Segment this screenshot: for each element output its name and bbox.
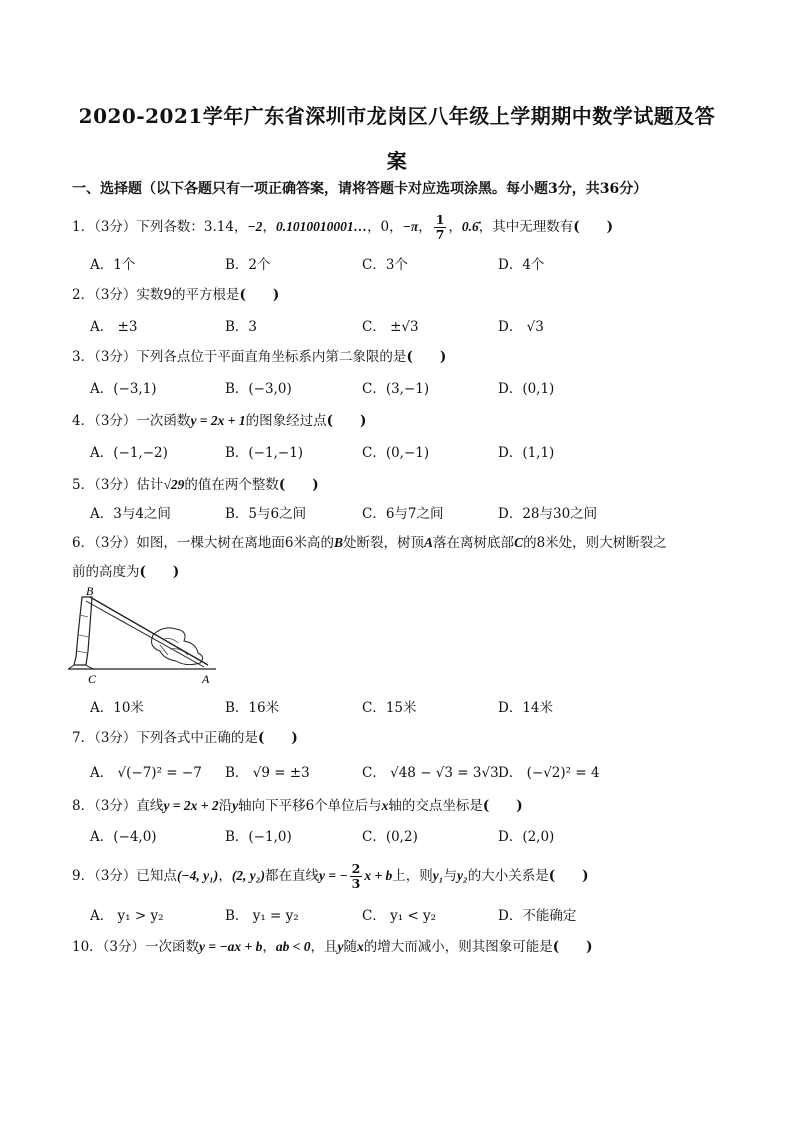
q6-option-c[interactable]: C．15米 <box>362 700 417 716</box>
fallen-trunk-line <box>90 597 208 665</box>
q9-option-d[interactable]: D．不能确定 <box>498 908 577 924</box>
question-1: 1．（3分）下列各数：3.14，−2，0.1010010001…，0，−π， $\frac{1}{7}$ ，0.6̇，其中无理数有( ) <box>72 212 614 242</box>
q5-option-b[interactable]: B．5与6之间 <box>225 506 307 522</box>
question-2: 2．（3分）实数9的平方根是( ) <box>72 287 280 303</box>
q2-option-c[interactable]: C． ±√3 <box>362 319 419 335</box>
question-6: 6．（3分）如图，一棵大树在离地面6米高的B处断裂，树顶A落在离树底部C的8米处，则大树断裂之 <box>72 535 667 551</box>
q4-option-d[interactable]: D．(1,1) <box>498 445 555 461</box>
q5-option-d[interactable]: D．28与30之间 <box>498 506 598 522</box>
q1-option-a[interactable]: A．1个 <box>90 257 136 273</box>
q1-option-d[interactable]: D．4个 <box>498 257 545 273</box>
q1-option-c[interactable]: C．3个 <box>362 257 408 273</box>
q6-option-a[interactable]: A．10米 <box>90 700 144 716</box>
q7-option-d[interactable]: D． (−√2)² = 4 <box>498 765 600 781</box>
q5-option-a[interactable]: A．3与4之间 <box>90 506 171 522</box>
question-5: 5．（3分）估计√29的值在两个整数( ) <box>72 477 319 493</box>
question-10: 10．（3分）一次函数y = −ax + b，ab < 0，且y随x的增大而减小，则其图象可能是( ) <box>72 939 593 955</box>
q8-option-c[interactable]: C．(0,2) <box>362 829 418 845</box>
section-heading: 一、选择题（以下各题只有一项正确答案，请将答题卡对应选项涂黑。每小题3分，共36分） <box>72 181 648 197</box>
q6-option-d[interactable]: D．14米 <box>498 700 554 716</box>
q9-option-a[interactable]: A． y₁ > y₂ <box>90 908 164 924</box>
page-title-line-1: 2020-2021学年广东省深圳市龙岗区八年级上学期期中数学试题及答 <box>78 104 716 128</box>
q4-option-c[interactable]: C．(0,−1) <box>362 445 430 461</box>
question-9: 9．（3分）已知点(−4, y₁)，(2, y₂)都在直线y = − $\frac{2}{3}$ x + b上，则y₁与y₂的大小关系是( ) <box>72 861 589 891</box>
q8-option-b[interactable]: B．(−1,0) <box>225 829 292 845</box>
q5-option-c[interactable]: C．6与7之间 <box>362 506 444 522</box>
q3-option-d[interactable]: D．(0,1) <box>498 381 555 397</box>
question-4: 4．（3分）一次函数y = 2x + 1的图象经过点( ) <box>72 413 367 429</box>
broken-tree-figure <box>68 585 218 685</box>
q7-option-b[interactable]: B． √9 = ±3 <box>225 765 310 781</box>
label-a: A <box>202 672 210 685</box>
label-b: B <box>86 585 94 598</box>
fraction-one-seventh: $\frac{1}{7}$ <box>435 212 445 242</box>
q3-option-a[interactable]: A．(−3,1) <box>90 381 157 397</box>
tree-trunk <box>74 597 92 665</box>
q4-option-a[interactable]: A．(−1,−2) <box>90 445 168 461</box>
q2-option-b[interactable]: B．3 <box>225 319 258 335</box>
q7-option-c[interactable]: C． √48 − √3 = 3√3 <box>362 765 499 781</box>
q3-option-c[interactable]: C．(3,−1) <box>362 381 430 397</box>
tree-foliage <box>152 628 203 665</box>
q9-option-c[interactable]: C． y₁ < y₂ <box>362 908 437 924</box>
q1-option-b[interactable]: B．2个 <box>225 257 271 273</box>
q2-option-d[interactable]: D． √3 <box>498 319 544 335</box>
question-8: 8．（3分）直线y = 2x + 2沿y轴向下平移6个单位后与x轴的交点坐标是( ) <box>72 798 523 814</box>
q3-option-b[interactable]: B．(−3,0) <box>225 381 292 397</box>
question-7: 7．（3分）下列各式中正确的是( ) <box>72 730 298 746</box>
q6-option-b[interactable]: B．16米 <box>225 700 280 716</box>
fraction-two-thirds: $\frac{2}{3}$ <box>351 861 361 891</box>
q8-option-a[interactable]: A．(−4,0) <box>90 829 157 845</box>
question-3: 3．（3分）下列各点位于平面直角坐标系内第二象限的是( ) <box>72 349 447 365</box>
question-6-line-2: 前的高度为( ) <box>72 564 180 580</box>
q7-option-a[interactable]: A． √(−7)² = −7 <box>90 765 202 781</box>
q8-option-d[interactable]: D．(2,0) <box>498 829 555 845</box>
label-c: C <box>88 672 97 685</box>
page-title-line-2: 案 <box>386 149 408 173</box>
q4-option-b[interactable]: B．(−1,−1) <box>225 445 304 461</box>
q2-option-a[interactable]: A． ±3 <box>90 319 138 335</box>
q9-option-b[interactable]: B． y₁ = y₂ <box>225 908 299 924</box>
